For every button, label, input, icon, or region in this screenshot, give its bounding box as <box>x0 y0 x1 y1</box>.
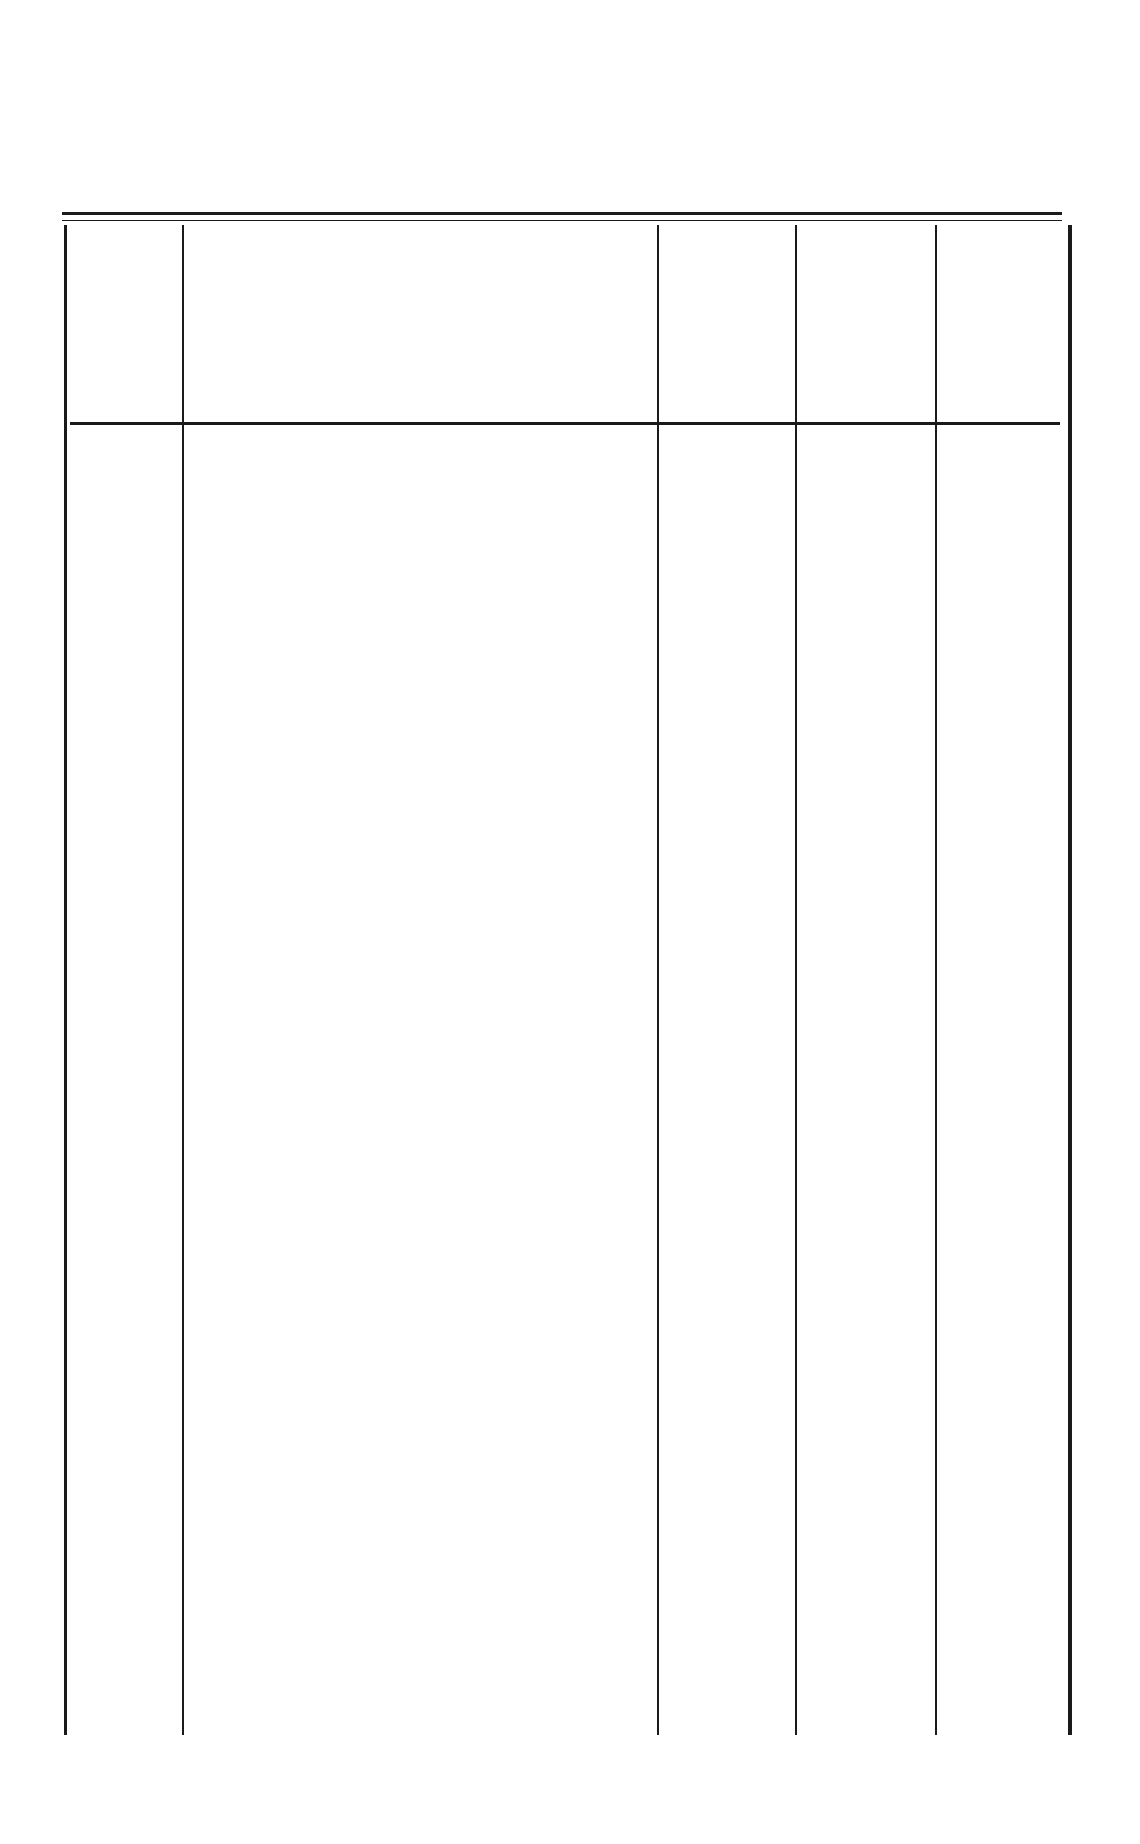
col-rule-4 <box>935 225 937 1735</box>
left-rule <box>64 225 67 1735</box>
col-rule-3 <box>795 225 797 1735</box>
top-rule <box>62 212 1062 215</box>
right-rule <box>1068 225 1072 1735</box>
top-rule-thin <box>62 220 1062 221</box>
col-rule-2 <box>657 225 659 1735</box>
col-rule-1 <box>182 225 184 1735</box>
header-rule <box>70 422 1060 425</box>
